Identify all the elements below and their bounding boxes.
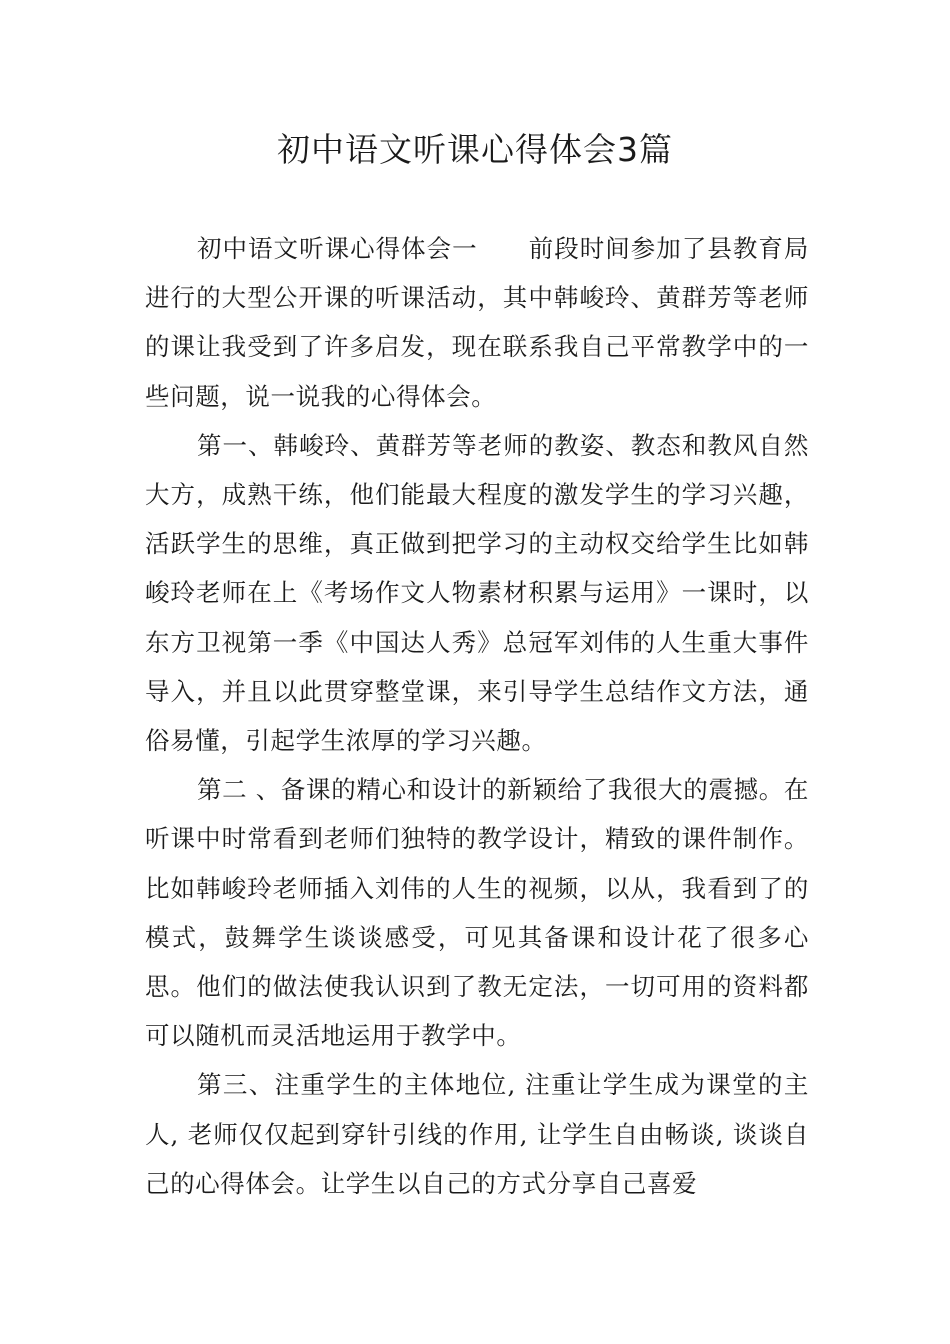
paragraph-point-one: 第一、韩峻玲、黄群芳等老师的教姿、教态和教风自然大方，成熟干练，他们能最大程度的激发学生的学习兴趣，活跃学生的思维，真正做到把学习的主动权交给学生比如韩峻玲老师在上《考场作文人物素材积累与运用》一课时，以东方卫视第一季《中国达人秀》总冠军刘伟的人生重大事件导入，并且以此贯穿整堂课，来引导学生总结作文方法，通俗易懂，引起学生浓厚的学习兴趣。 xyxy=(145,430,809,756)
paragraph-point-three: 第三、注重学生的主体地位, 注重让学生成为课堂的主人, 老师仅仅起到穿针引线的作用, 让学生自由畅谈, 谈谈自己的心得体会。让学生以自己的方式分享自己喜爱 xyxy=(145,1070,809,1198)
paragraph-point-two: 第二 、备课的精心和设计的新颖给了我很大的震撼。在听课中时常看到老师们独特的教学设计，精致的课件制作。比如韩峻玲老师插入刘伟的人生的视频，以从，我看到了的模式，鼓舞学生谈谈感受，可见其备课和设计花了很多心思。他们的做法使我认识到了教无定法，一切可用的资料都可以随机而灵活地运用于教学中。 xyxy=(145,775,809,1051)
document-title: 初中语文听课心得体会3篇 xyxy=(277,130,673,169)
document-body xyxy=(145,224,809,1208)
paragraph-intro: 初中语文听课心得体会一 前段时间参加了县教育局进行的大型公开课的听课活动，其中韩峻玲、黄群芳等老师的课让我受到了许多启发，现在联系我自己平常教学中的一些问题，说一说我的心得体会。 xyxy=(145,234,809,411)
